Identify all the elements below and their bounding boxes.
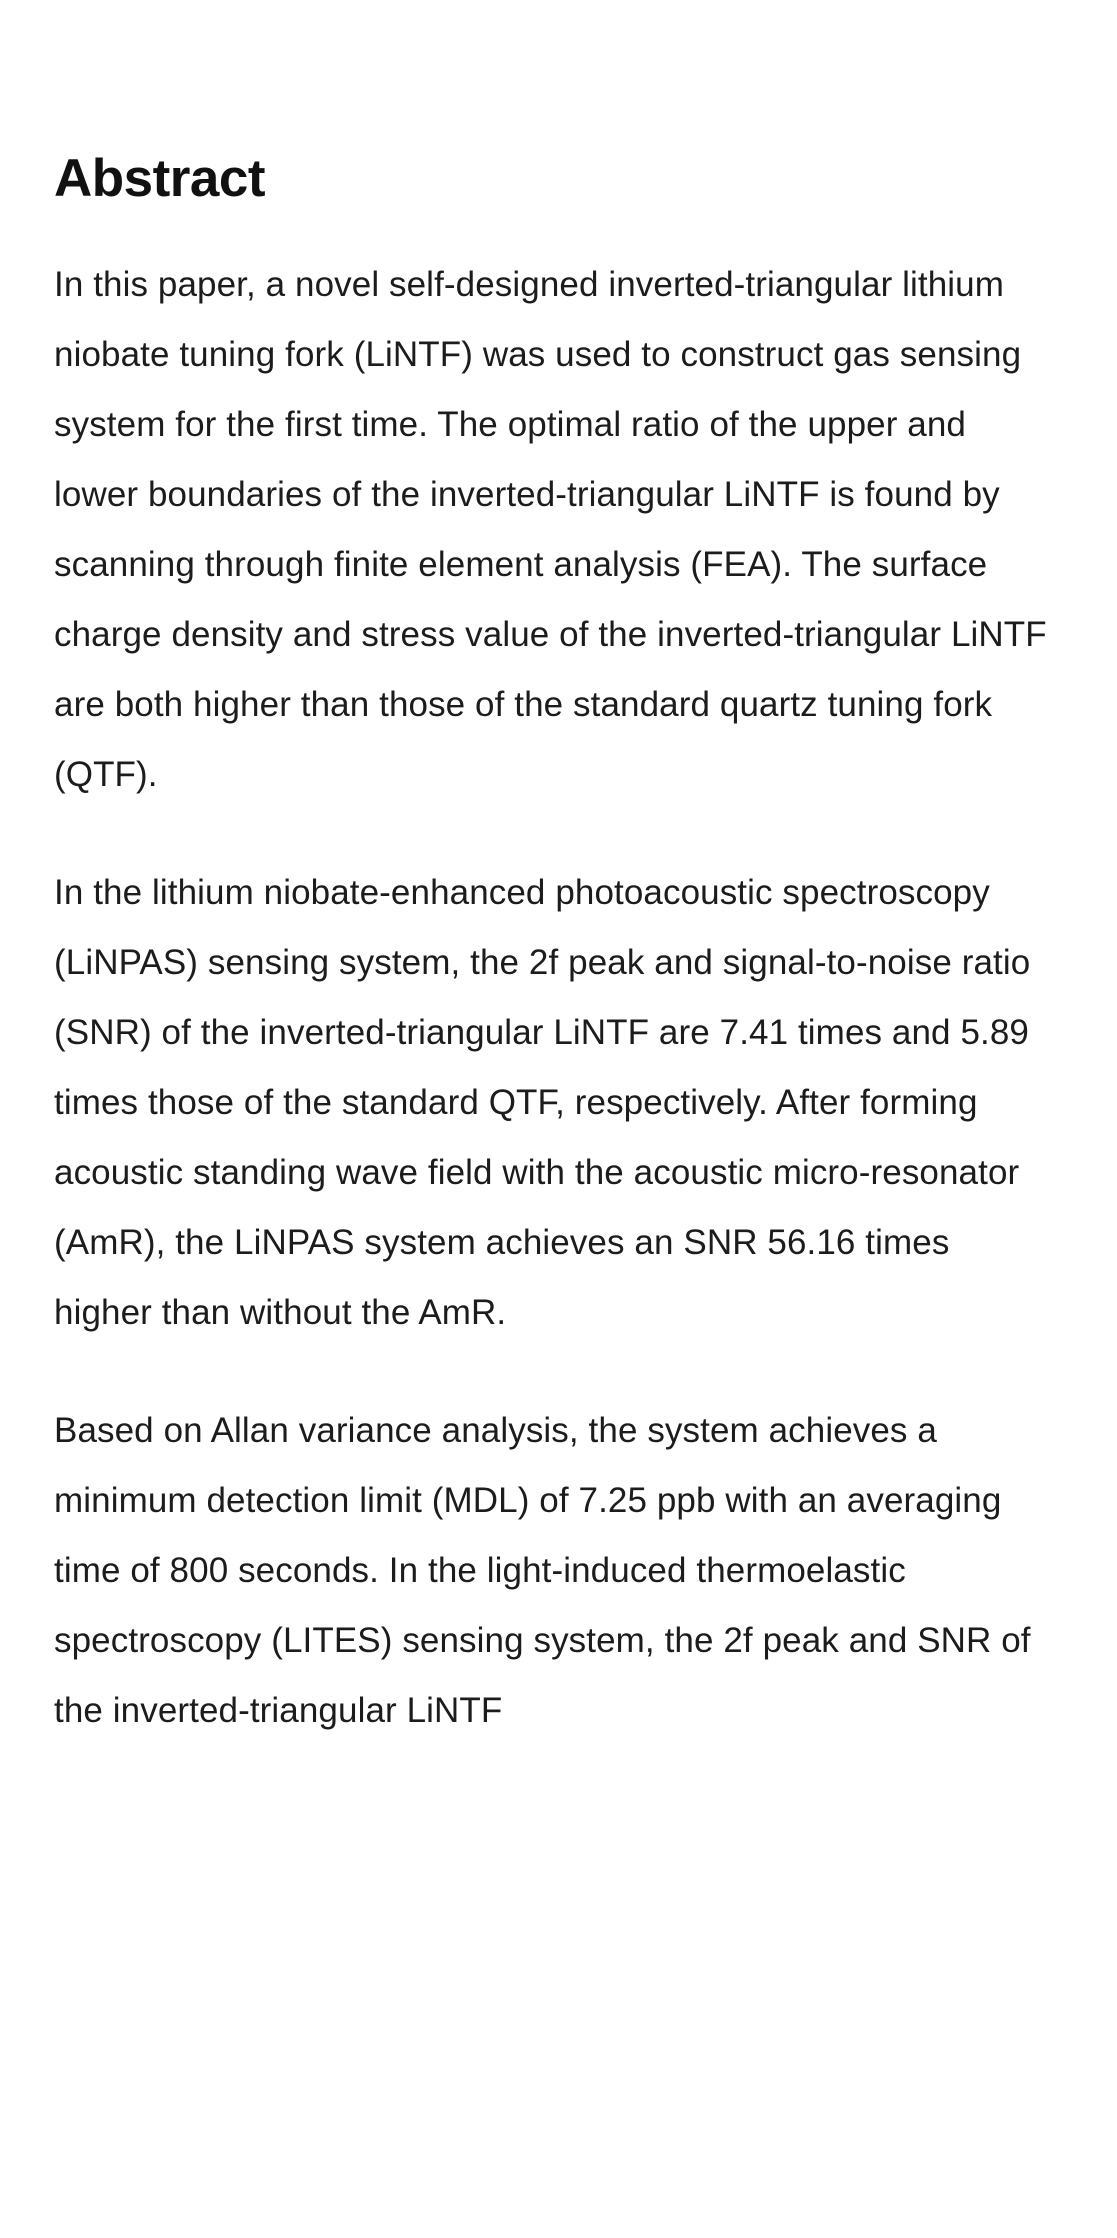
abstract-paragraph-3: Based on Allan variance analysis, the system achieves a minimum detection limit (MDL) of 7.25 ppb with an averaging time of 800 seconds. In the light-induced thermoelastic spectroscopy (LITES) sensing system, the 2f peak and SNR of the inverted-triangular LiNTF [54,1411,1031,1731]
page-title: Abstract [54,149,266,208]
abstract-paragraph-2: In the lithium niobate-enhanced photoacoustic spectroscopy (LiNPAS) sensing system, the 2f peak and signal-to-noise ratio (SNR) of the inverted-triangular LiNTF are 7.41 times and 5.89 times those of the standard QTF, respectively. After forming acoustic standing wave field with the acoustic micro-resonator (AmR), the LiNPAS system achieves an SNR 56.16 times higher than without the AmR. [54,873,1031,1333]
abstract-body [54,250,1047,1746]
abstract-paragraph-1: In this paper, a novel self-designed inverted-triangular lithium niobate tuning fork (LiNTF) was used to construct gas sensing system for the first time. The optimal ratio of the upper and lower boundaries of the inverted-triangular LiNTF is found by scanning through finite element analysis (FEA). The surface charge density and stress value of the inverted-triangular LiNTF are both higher than those of the standard quartz tuning fork (QTF). [54,265,1047,795]
